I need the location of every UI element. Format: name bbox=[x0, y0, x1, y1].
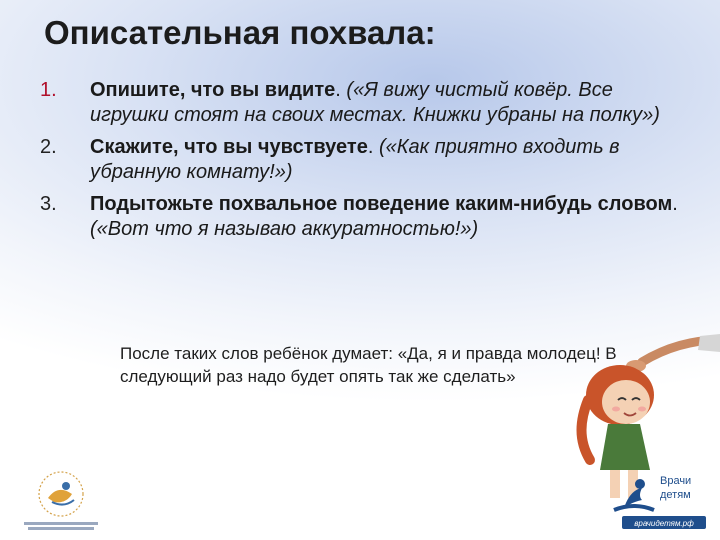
step-example: («Вот что я называю аккуратностью!») bbox=[90, 218, 479, 240]
note-text: После таких слов ребёнок думает: «Да, я и правда молодец! В следующий раз надо будет опять так же сделать» bbox=[120, 344, 617, 386]
list-item bbox=[40, 192, 680, 242]
step-example: («Как приятно входить в убранную комнату!») bbox=[90, 136, 620, 183]
list-item bbox=[40, 78, 680, 128]
logo-url: врачидетям.рф bbox=[634, 519, 694, 528]
step-example: («Я вижу чистый ковёр. Все игрушки стоят на своих местах. Книжки убраны на полку») bbox=[90, 79, 660, 126]
step-heading: Скажите, что вы чувствуете bbox=[90, 136, 368, 158]
list-number: 3. bbox=[40, 193, 57, 215]
steps-list bbox=[40, 78, 680, 249]
list-number: 1. bbox=[40, 79, 57, 101]
vrachi-detyam-logo bbox=[610, 470, 706, 530]
slide-title: Описательная похвала: bbox=[44, 14, 436, 51]
step-heading: Подытожьте похвальное поведение каким-нибудь словом bbox=[90, 193, 673, 215]
step-separator: . bbox=[672, 193, 678, 215]
logo-line-1: Врачи bbox=[660, 475, 692, 487]
research-center-logo bbox=[18, 468, 104, 532]
logo-line-2: детям bbox=[660, 489, 691, 501]
step-separator: . bbox=[335, 79, 347, 101]
step-separator: . bbox=[367, 136, 379, 158]
list-item bbox=[40, 135, 680, 185]
list-number: 2. bbox=[40, 136, 57, 158]
step-heading: Опишите, что вы видите bbox=[90, 79, 336, 101]
